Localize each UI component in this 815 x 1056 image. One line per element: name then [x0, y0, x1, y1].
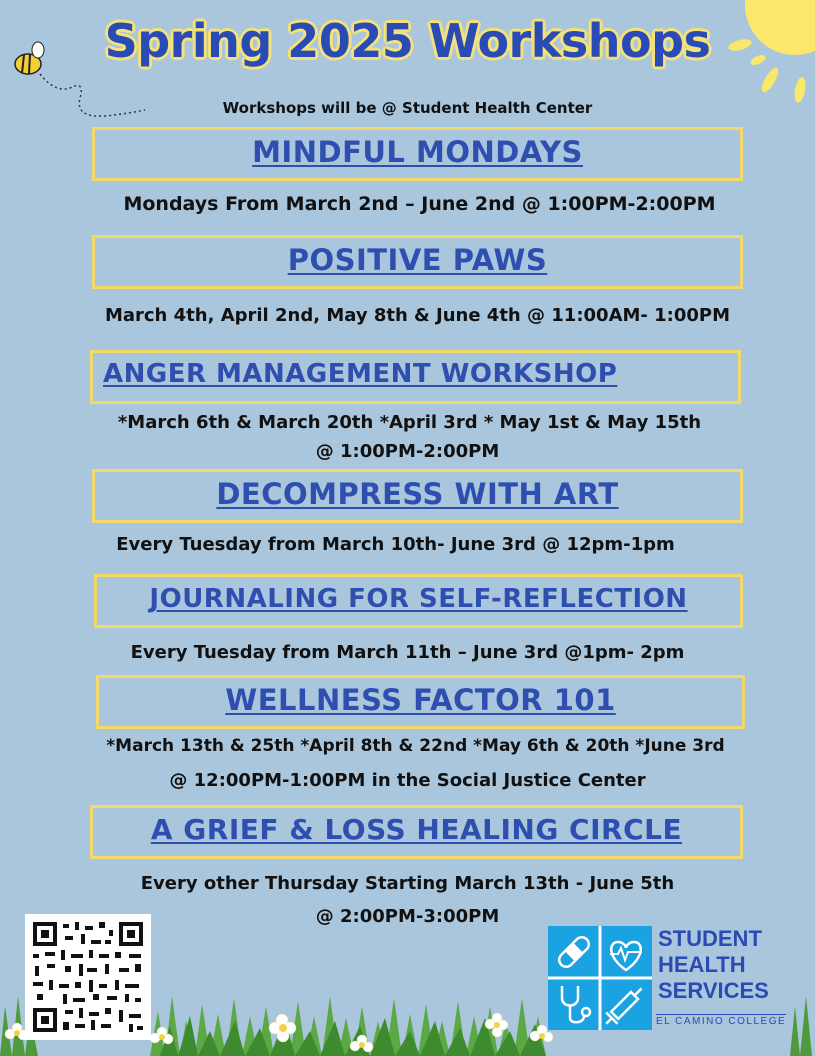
location-subtitle: Workshops will be @ Student Health Center: [222, 99, 593, 117]
logo-line-3: SERVICES: [658, 978, 769, 1003]
workshop-box-journaling: [94, 574, 743, 628]
workshop-schedule: Every other Thursday Starting March 13th - June 5th: [140, 873, 675, 894]
workshop-schedule: @ 1:00PM-2:00PM: [315, 441, 500, 462]
workshop-box-positive-paws: [92, 235, 743, 289]
workshop-schedule: *March 13th & 25th *April 8th & 22nd *May 6th & 20th *June 3rd: [106, 736, 725, 756]
workshop-box-mindful-mondays: [92, 127, 743, 181]
qr-code[interactable]: [25, 914, 151, 1040]
workshop-title: A GRIEF & LOSS HEALING CIRCLE: [150, 813, 683, 846]
logo-line-1: STUDENT: [658, 926, 762, 951]
logo-line-2: HEALTH: [658, 952, 746, 977]
workshop-box-decompress-with-art: [92, 469, 743, 523]
workshop-title: POSITIVE PAWS: [287, 243, 548, 277]
workshop-title: JOURNALING FOR SELF-REFLECTION: [149, 584, 688, 614]
workshop-schedule: Every Tuesday from March 10th- June 3rd @ 12pm-1pm: [116, 534, 675, 555]
logo-tiles: [548, 926, 652, 1030]
student-health-services-logo: [548, 926, 800, 1026]
workshop-title: WELLNESS FACTOR 101: [225, 683, 616, 717]
workshop-schedule: Every Tuesday from March 11th – June 3rd @1pm- 2pm: [130, 642, 685, 663]
workshop-title: DECOMPRESS WITH ART: [216, 477, 619, 511]
workshop-title: MINDFUL MONDAYS: [252, 135, 583, 169]
workshop-box-anger-management: [90, 350, 741, 404]
workshop-schedule: @ 2:00PM-3:00PM: [315, 906, 500, 927]
workshop-schedule: Mondays From March 2nd – June 2nd @ 1:00PM-2:00PM: [123, 193, 716, 215]
qr-code-icon: [25, 914, 151, 1040]
workshop-schedule: *March 6th & March 20th *April 3rd * May 1st & May 15th: [117, 412, 702, 433]
workshop-box-grief-loss: [90, 805, 743, 859]
workshop-title: ANGER MANAGEMENT WORKSHOP: [103, 359, 618, 389]
workshop-schedule: March 4th, April 2nd, May 8th & June 4th @ 11:00AM- 1:00PM: [104, 305, 731, 326]
logo-college-name: EL CAMINO COLLEGE: [656, 1016, 787, 1027]
workshop-schedule: @ 12:00PM-1:00PM in the Social Justice Center: [169, 770, 646, 791]
logo-wordmark: [658, 926, 769, 1004]
page-title: Spring 2025 Workshops: [104, 14, 711, 68]
workshop-box-wellness-factor: [96, 675, 745, 729]
